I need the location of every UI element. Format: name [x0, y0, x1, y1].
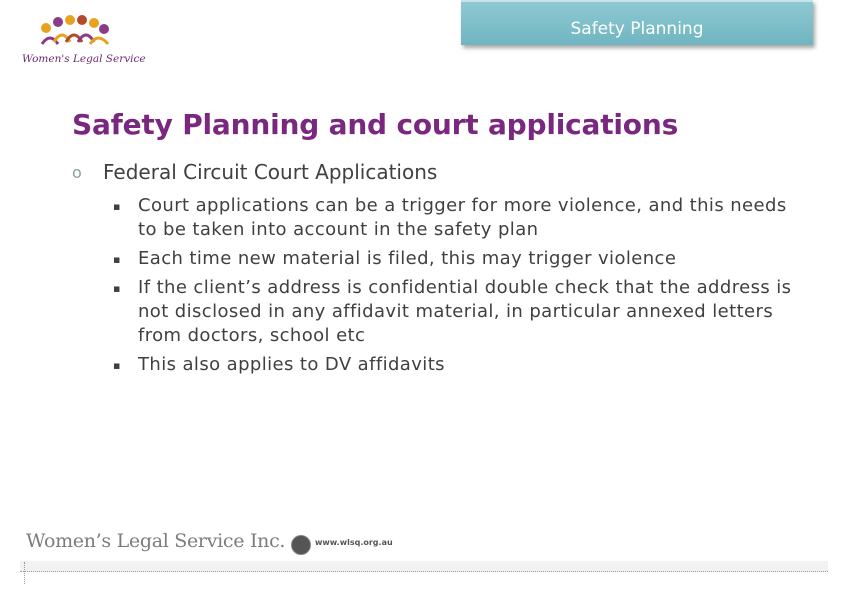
sub-bullet-text: Each time new material is filed, this may trigger violence: [138, 248, 677, 269]
logo-wordmark: Women's Legal Service: [22, 53, 146, 65]
footer-band: [20, 561, 828, 572]
footer-organisation-name: Women’s Legal Service Inc.: [26, 530, 286, 552]
sub-bullet-text: Court applications can be a trigger for more violence, and this needs to be taken into account in the safety plan: [138, 195, 787, 240]
footer-dotted-marker: [24, 562, 25, 584]
sub-bullet-text: This also applies to DV affidavits: [138, 354, 445, 375]
logo-figures-icon: [38, 14, 122, 50]
page-title: Safety Planning and court applications: [72, 108, 679, 141]
sub-bullet-text: If the client’s address is confidential double check that the address is not disclosed in any affidavit material, in particular annexed letters from doctors, school etc: [138, 277, 792, 346]
footer-emblem-icon: [291, 535, 311, 555]
footer-url: www.wlsq.org.au: [315, 538, 393, 547]
sub-bullet-item: [72, 276, 792, 348]
sub-bullet-item: [72, 353, 792, 377]
square-bullet-icon: ▪: [113, 253, 121, 266]
slide-content: [72, 158, 792, 382]
square-bullet-icon: ▪: [113, 359, 121, 372]
section-tab-label: Safety Planning: [570, 18, 704, 39]
sub-bullet-item: [72, 194, 792, 242]
sub-bullet-list: [72, 194, 792, 377]
square-bullet-icon: ▪: [113, 200, 121, 213]
bullet-text: Federal Circuit Court Applications: [103, 160, 438, 184]
square-bullet-icon: ▪: [113, 282, 121, 295]
sub-bullet-item: [72, 247, 792, 271]
bullet-level-1: [72, 158, 792, 186]
section-tab: [461, 0, 813, 45]
womens-legal-service-logo: [20, 14, 146, 70]
hollow-circle-bullet-icon: o: [72, 163, 82, 182]
